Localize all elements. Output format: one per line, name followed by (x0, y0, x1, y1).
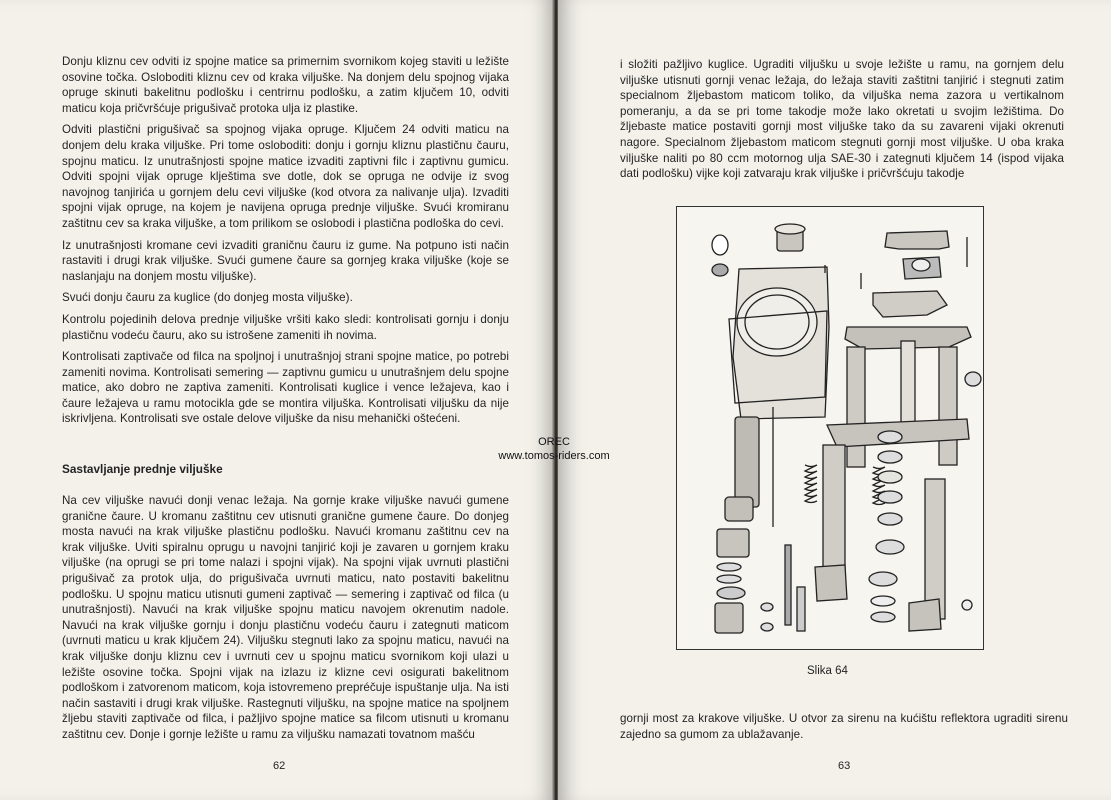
paragraph: Na cev viljuške navući donji venac ležaja. Na gornje krake viljuške navući gumene granične čaure. U kromanu zaštitnu cev utisnuti granične gumene čaure. Do donjeg mosta navući na krak viljuške plastičnu podlošku. Navući kromanu zaštitnu cev na krak viljuške. Uviti spiralnu oprugu u navojni tanjirić koji je zavaren u gornjem kraku viljuške (na oprugi se pri tome nalazi i spojni vijak). Na spojni vijak uvrnuti plastični prigušivač za protok ulja, do prigušivača uvrnuti maticu, nato postaviti bakelitnu podlošku. U spojnu maticu utisnuti gumeni zaptivač — semering i zaptivač od filca (u unutrašnjosti). Navući na krak viljuške spojnu maticu navojem okrenutim nadole. Navući na krak viljuške gornju i donju plastičnu vodeću čauru i zategnuti maticom (uvrnuti maticu u krak ključem 24). Viljušku stegnuti lako za spojnu maticu, navući na krak viljuške donju kliznu cev i uvrnuti cev u spojnu maticu svornikom koji ulazi u ležište osovine točka. Spojni vijak na izlazu iz klizne cevi osigurati bakelitnom podloškom i zatvorenom maticom, koja istovremeno prepréčuje ispuštanje ulja. Na isti način sastaviti i drugi krak viljuške. Rastegnuti viljušku, na spojne matice na spoljnem žljebu staviti zaptivače od filca, i pažljivo spojne matice sa filcom utisnuti u kromanu zaštitnu cev. Donje i gornje ležište u ramu za viljušku namazati tovatnom mašću (62, 494, 509, 741)
paragraph: Donju kliznu cev odviti iz spojne matice sa primernim svornikom kojeg staviti u ležište osovine točka. Osloboditi kliznu cev od kraka viljuške. Na donjem delu spojnog vijaka opruge skinuti bakelitnu podlošku i centrirnu podlošku, a zatim ključem 10, odviti maticu koja pričvršćuje prigušivač protoka ulja iz plastike. (62, 55, 509, 115)
exploded-fork-diagram (676, 206, 984, 650)
fork-parts-illustration (677, 207, 983, 649)
left-page (0, 0, 554, 800)
figure-caption: Slika 64 (807, 665, 848, 677)
paragraph: Kontrolisati zaptivače od filca na spoljnoj i unutrašnjoj strani spojne matice, po potrebi zameniti novima. Kontrolisati semering — zaptivnu gumicu u unutrašnjem delu spojne matice, ako dobro ne zaptiva zameniti. Kontrolisati kuglice i vence ležajeva, kao i čaure ležajeva u ramu motocikla gde se montira viljuška. Kontrolisati viljušku da nije iskrivljena. Kontrolisati sve ostale delove viljuške da nisu mehanički oštećeni. (62, 350, 509, 426)
left-text-block (62, 54, 509, 433)
section-heading: Sastavljanje prednje viljuške (62, 462, 223, 476)
page-number: 62 (273, 760, 286, 772)
watermark-line: OREC (538, 436, 570, 448)
watermark-url: www.tomos-riders.com (498, 450, 610, 462)
paragraph: gornji most za krakove viljuške. U otvor za sirenu na kućištu reflektora ugraditi sirenu zajedno sa gumom za ublažavanje. (620, 712, 1068, 741)
paragraph: Kontrolu pojedinih delova prednje viljuške vršiti kako sledi: kontrolisati gornju i donju plastičnu vodeću čauru, ako su istrošene zameniti ih novima. (62, 312, 509, 342)
paragraph: i složiti pažljivo kuglice. Ugraditi viljušku u svoje ležište u ramu, na gornjem delu viljuške utisnuti gornji venac ležaja, do ležaja staviti zaštitni tanjirić i stegnuti zatim specialnom žljebastom maticom toliko, da viljuška nema zazora u vertikalnom pomeranju, a da se pri tome takodje može lako okretati u svojim ležištima. Do žljebaste matice postaviti gornji most viljuške tako da su zavareni vijaki okrenuti nagore. Specialnom žljebastom maticom stegnuti gornji most viljuške. U oba kraka viljuške naliti po 80 ccm motornog ulja SAE-30 i zategnuti ključem 14 (ispod vijaka dati podlošku) vijke koji zatvaraju krak viljuške i pričvršćuju takodje (620, 58, 1064, 181)
right-closing-text (620, 711, 1068, 748)
watermark (484, 435, 624, 463)
assembly-text-block (62, 493, 509, 749)
paragraph: Iz unutrašnjosti kromane cevi izvaditi graničnu čauru iz gume. Na potpuno isti način rastaviti i drugi krak viljuške. Svući gumene čaure sa gornjeg kraka viljuške (koje se naslanjaju na donjem mostu viljuške). (62, 238, 509, 283)
right-text-block (620, 57, 1064, 188)
paragraph: Odviti plastični prigušivač sa spojnog vijaka opruge. Ključem 24 odviti maticu na donjem delu kraka viljuške. Pri tome osloboditi: donju i gornju kliznu plastičnu čauru, spojnu maticu. Iz unutrašnjosti spojne matice izvaditi zaptivni filc i zaptivnu gumicu. Odviti spojni vijak opruge klještima sve dotle, dok se opruga ne odvije iz svog navojnog tanjirića u gornjem delu cevi viljuške (kod otvora za nalivanje ulja). Izvaditi spojni vijak opruge, na kojem je navijena opruga prednje viljuške. Svući kromiranu zaštitnu cev sa kraka viljuške, a tom prilikom se oslobodi i plastična podloška do cevi. (62, 123, 509, 230)
paragraph: Svući donju čauru za kuglice (do donjeg mosta viljuške). (62, 291, 353, 305)
page-number: 63 (838, 760, 851, 772)
